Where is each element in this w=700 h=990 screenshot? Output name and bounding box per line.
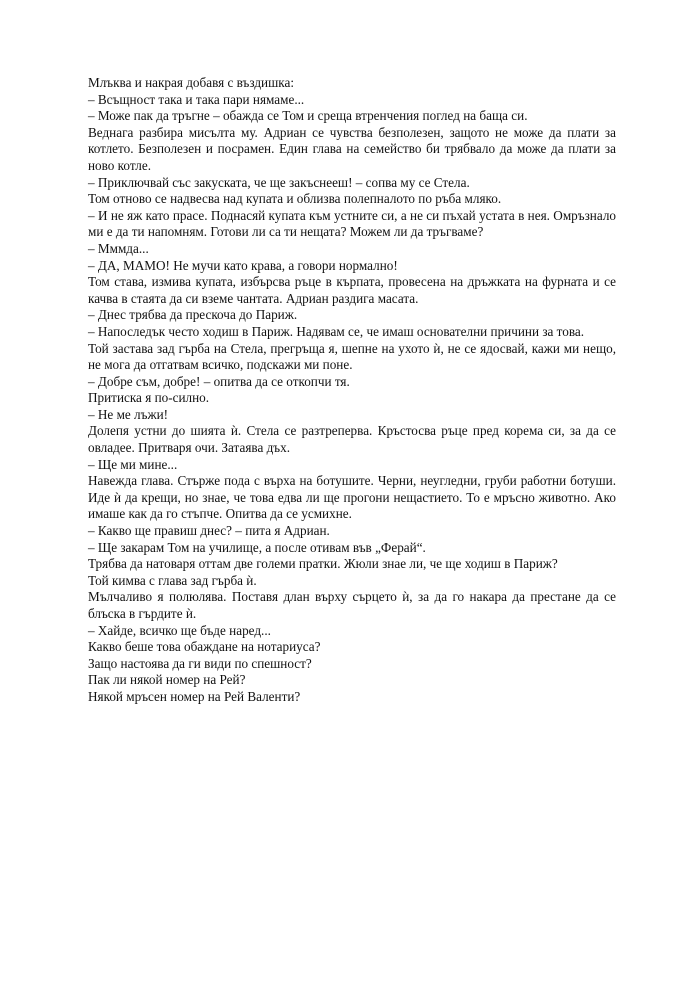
- paragraph: – Какво ще правиш днес? – пита я Адриан.: [88, 523, 330, 539]
- paragraph: – Напоследък често ходиш в Париж. Надявам се, че имаш основателни причини за това.: [88, 323, 585, 339]
- body-text: [88, 75, 616, 706]
- paragraph: – Днес трябва да прескоча до Париж.: [88, 307, 298, 323]
- paragraph: – Ще ми мине...: [88, 456, 178, 472]
- paragraph: Какво беше това обаждане на нотариуса?: [88, 639, 321, 655]
- paragraph: – ДА, МАМО! Не мучи като крава, а говори нормално!: [88, 257, 398, 273]
- paragraph: – Може пак да тръгне – обажда се Том и среща втренчения поглед на баща си.: [88, 108, 528, 124]
- paragraph: – Добре съм, добре! – опитва да се откопчи тя.: [88, 373, 350, 389]
- paragraph: Някой мръсен номер на Рей Валенти?: [88, 688, 301, 704]
- paragraph: Той кимва с глава зад гърба ѝ.: [88, 572, 257, 588]
- paragraph: Пак ли някой номер на Рей?: [88, 672, 246, 688]
- paragraph: – Мммда...: [88, 240, 149, 256]
- paragraph: Веднага разбира мисълта му. Адриан се чувства безполезен, защото не може да плати за котлето. Безполезен и посрамен. Един глава на семейство би трябвало да може да плати за ново котле.: [88, 124, 616, 173]
- paragraph: Навежда глава. Стърже пода с върха на ботушите. Черни, неугледни, груби работни ботуши. Иде ѝ да крещи, но знае, че това едва ли ще прогони нещастието. То е мръсно животно. Ако имаше как да го стъпче. Опитва да се усмихне.: [88, 473, 616, 522]
- paragraph: Млъква и накрая добавя с въздишка:: [88, 75, 294, 90]
- paragraph: – Всъщност така и така пари нямаме...: [88, 91, 305, 107]
- paragraph: Притиска я по-силно.: [88, 390, 210, 406]
- paragraph: – Хайде, всичко ще бъде наред...: [88, 622, 271, 638]
- paragraph: Том става, измива купата, избърсва ръце в кърпата, провесена на дръжката на фурната и се качва в стаята да си вземе чантата. Адриан раздига масата.: [88, 274, 616, 306]
- paragraph: Защо настоява да ги види по спешност?: [88, 655, 312, 671]
- paragraph: – Приключвай със закуската, че ще закъснееш! – сопва му се Стела.: [88, 174, 470, 190]
- paragraph: – И не яж като прасе. Поднасяй купата към устните си, а не си пъхай устата в нея. Омръзнало ми е да ти напомням. Готови ли са ти нещата? Можем ли да тръгваме?: [88, 207, 616, 240]
- paragraph: – Не ме лъжи!: [88, 406, 169, 422]
- paragraph: Той застава зад гърба на Стела, прегръща я, шепне на ухото ѝ, не се ядосвай, кажи ми нещо, не мога да отгатвам всичко, подскажи ми поне.: [88, 340, 616, 373]
- paragraph: Трябва да натоваря оттам две големи пратки. Жюли знае ли, че ще ходиш в Париж?: [88, 556, 558, 572]
- paragraph: Долепя устни до шията ѝ. Стела се разтреперва. Кръстосва ръце пред корема си, за да се овладее. Притваря очи. Затаява дъх.: [88, 423, 616, 456]
- paragraph: – Ще закарам Том на училище, а после отивам във „Ферай“.: [88, 539, 426, 555]
- paragraph: Мълчаливо я полюлява. Поставя длан върху сърцето ѝ, за да го накара да престане да се блъска в гърдите ѝ.: [88, 589, 616, 621]
- paragraph: Том отново се надвесва над купата и облизва полепналото по ръба мляко.: [88, 191, 502, 207]
